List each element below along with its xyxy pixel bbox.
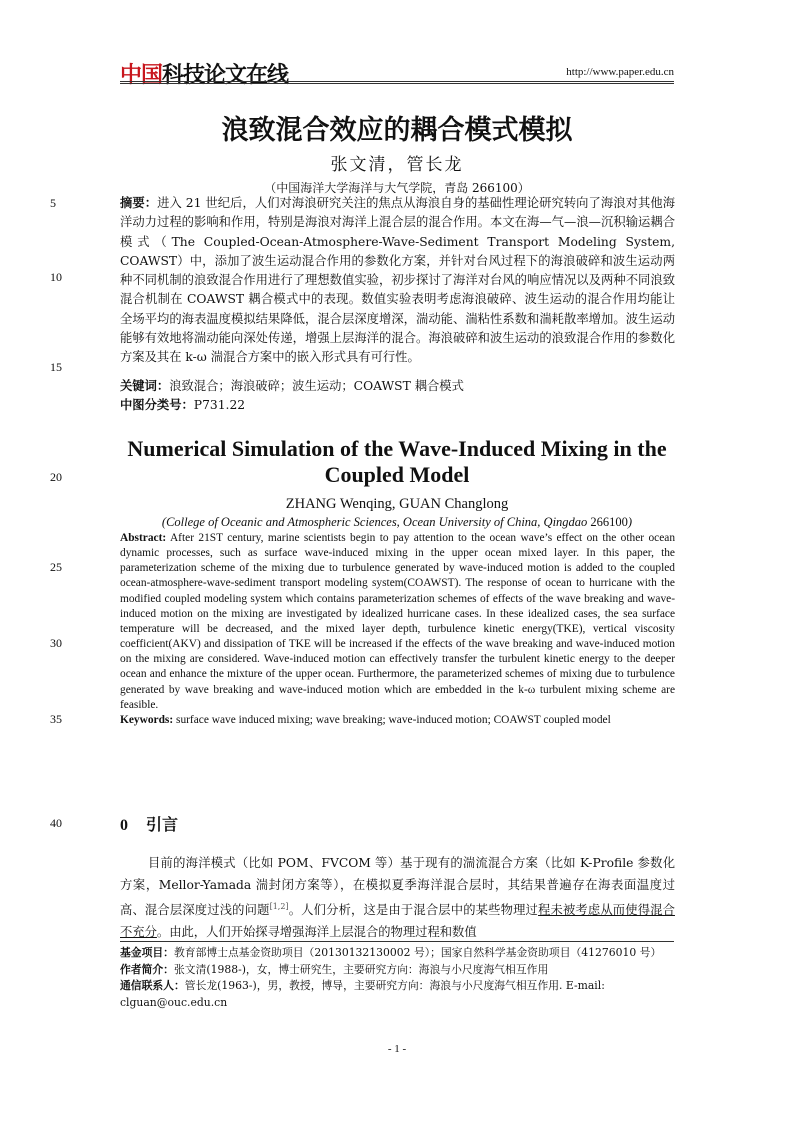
line-number: 35 [50,712,62,726]
intro-paragraph [120,852,675,943]
keywords-cn-text: 浪致混合；海浪破碎；波生运动；COAWST 耦合模式 [169,379,464,393]
footnote-email[interactable]: clguan@ouc.edu.cn [120,995,228,1009]
affiliation-en-code: 266100 [590,515,628,529]
logo-red-text: 中国 [120,63,163,88]
abstract-cn-label: 摘要： [120,196,158,210]
line-number: 25 [50,560,62,574]
affiliation-en-name: College of Oceanic and Atmospheric Sciences, Ocean University of China, Qingdao [166,515,588,529]
fund-text: 教育部博士点基金资助项目（20130132130002 号）；国家自然科学基金资助项目（41276010 号） [173,946,662,959]
page-number: - 1 - [387,1043,407,1055]
footnotes [120,945,680,1011]
abstract-en-text: After 21ST century, marine scientists begin to pay attention to the ocean wave’s effect on the other ocean dynamic processes, such as surface wave-induced mixing in the upper ocean mixed layer. In this paper, the parameterization scheme of the mixing due to turbulence generated by wave-induced motion is added to the coupled ocean-atmosphere-wave-sediment transport modeling system(COAWST). The response of ocean to hurricane with the modified coupled modeling system which contains parameterization schemes of effects of the wave breaking and wave-induced motion on the mixing are investigated by idealized hurricane cases. In these idealized cases, the sea surface temperature will be decreased, and the mixed layer depth, turbulence kinetic energy(TKE), vertical viscosity coefficient(AKV) and dissipation of TKE will be increased if the effects of the wave breaking and wave-induced motion on the mixing are considered. Wave-induced motion can effectively transfer the turbulent kinetic energy to the deeper ocean and enhance the mixture of the upper ocean. Furthermore, the parameterized schemes of mixing due to turbulence generated by wave breaking and wave-induced motion which are embedded in the k-ω turbulent mixing scheme are feasible. [120,532,676,711]
section-heading [120,812,178,835]
author-label: 作者简介： [120,962,174,976]
line-number: 40 [50,816,62,830]
intro-text-2: 。人们分析，这是由于混合层中的某些物理过 [288,903,539,918]
affiliation-en: (College of Oceanic and Atmospheric Sciences, Ocean University of China, Qingdao 266100) [161,515,633,529]
citation[interactable]: [1,2] [269,902,289,911]
line-number: 15 [50,360,62,374]
header-divider [120,81,674,82]
classification-cn-text: P731.22 [193,398,246,412]
header-url[interactable]: http://www.paper.edu.cn [566,66,674,78]
author-text: 张文清(1988-)，女，博士研究生，主要研究方向：海浪与小尺度海气相互作用 [173,962,549,976]
authors-cn: 张文清，管长龙 [330,155,464,175]
contact-label: 通信联系人： [120,979,185,992]
logo-black-text: 科技论文在线 [162,63,289,88]
line-number: 20 [50,470,62,484]
intro-text-3: 。由此，人们开始探寻增强海洋上层混合的物理过程和数值 [156,925,477,940]
fund-label: 基金项目： [120,946,174,959]
paper-title-cn: 浪致混合效应的耦合模式模拟 [221,115,573,146]
footnote-contact [120,978,680,995]
classification-cn-label: 中图分类号： [120,398,194,412]
contact-text: 管长龙(1963-)，男，教授，博导，主要研究方向：海浪与小尺度海气相互作用. E-mail: [184,979,605,992]
line-number: 10 [50,270,62,284]
section-number: 0 [120,817,128,834]
line-number: 5 [50,196,56,210]
footnote-fund [120,945,680,962]
affiliation-cn: （中国海洋大学海洋与大气学院，青岛 266100） [264,181,530,195]
authors-en: ZHANG Wenqing, GUAN Changlong [285,496,509,512]
classification-cn [120,396,675,415]
keywords-en-text: surface wave induced mixing; wave breaking; wave-induced motion; COAWST coupled model [176,713,611,726]
abstract-en-label: Abstract: [120,532,167,544]
abstract-cn-text: 进入 21 世纪后，人们对海浪研究关注的焦点从海浪自身的基础性理论研究转向了海浪对其他海洋动力过程的影响和作用，特别是海浪对海洋上混合层的混合作用。本文在海—气—浪—沉积输运耦合模式（The Coupled-Ocean-Atmosphere-Wave-Sediment Transport Modeling System, COAWST）中，添加了波生运动混合作用的参数化方案，并针对台风过程下的海浪破碎和波生运动两种不同机制的浪致混合作用进行了理想数值实验，初步探讨了海洋对台风的响应情况以及两种不同浪致混合机制在 COAWST 耦合模式中的表现。数值实验表明考虑海浪破碎、波生运动的混合作用均能让全场平均的海表温度模拟结果降低，混合层深度增深，湍动能、湍粘性系数和湍耗散率增加。波生运动能够有效地将湍动能向深处传递，增强上层海洋的混合。海浪破碎和波生运动的浪致混合作用的参数化方案及其在 k-ω 湍混合方案中的嵌入形式具有可行性。 [120,196,675,365]
footnote-divider [120,941,674,942]
keywords-cn-label: 关键词： [120,379,170,393]
paper-title-en-line2: Coupled Model [324,462,470,487]
keywords-cn [120,377,675,396]
footnote-author [120,962,680,979]
intro-text-1: 目前的海洋模式（比如 POM、FVCOM 等）基于现有的湍流混合方案（比如 K-Profile 参数化方案，Mellor-Yamada 湍封闭方案等），在模拟夏季海洋混合层时，其结果普遍存在海表面温度过高、混合层深度过浅的问题 [120,856,675,918]
header-divider-thin [120,83,674,84]
keywords-en-label: Keywords: [120,713,174,726]
paper-title-en [120,436,674,488]
paper-title-en-line1: Numerical Simulation of the Wave-Induced Mixing in the [127,436,667,461]
abstract-en [120,531,675,728]
intro-text-underlined: 程未被考虑从而使得混合不充分 [120,903,675,940]
abstract-cn [120,194,675,368]
section-title: 引言 [146,815,179,834]
line-number: 30 [50,636,62,650]
journal-logo [120,58,288,89]
